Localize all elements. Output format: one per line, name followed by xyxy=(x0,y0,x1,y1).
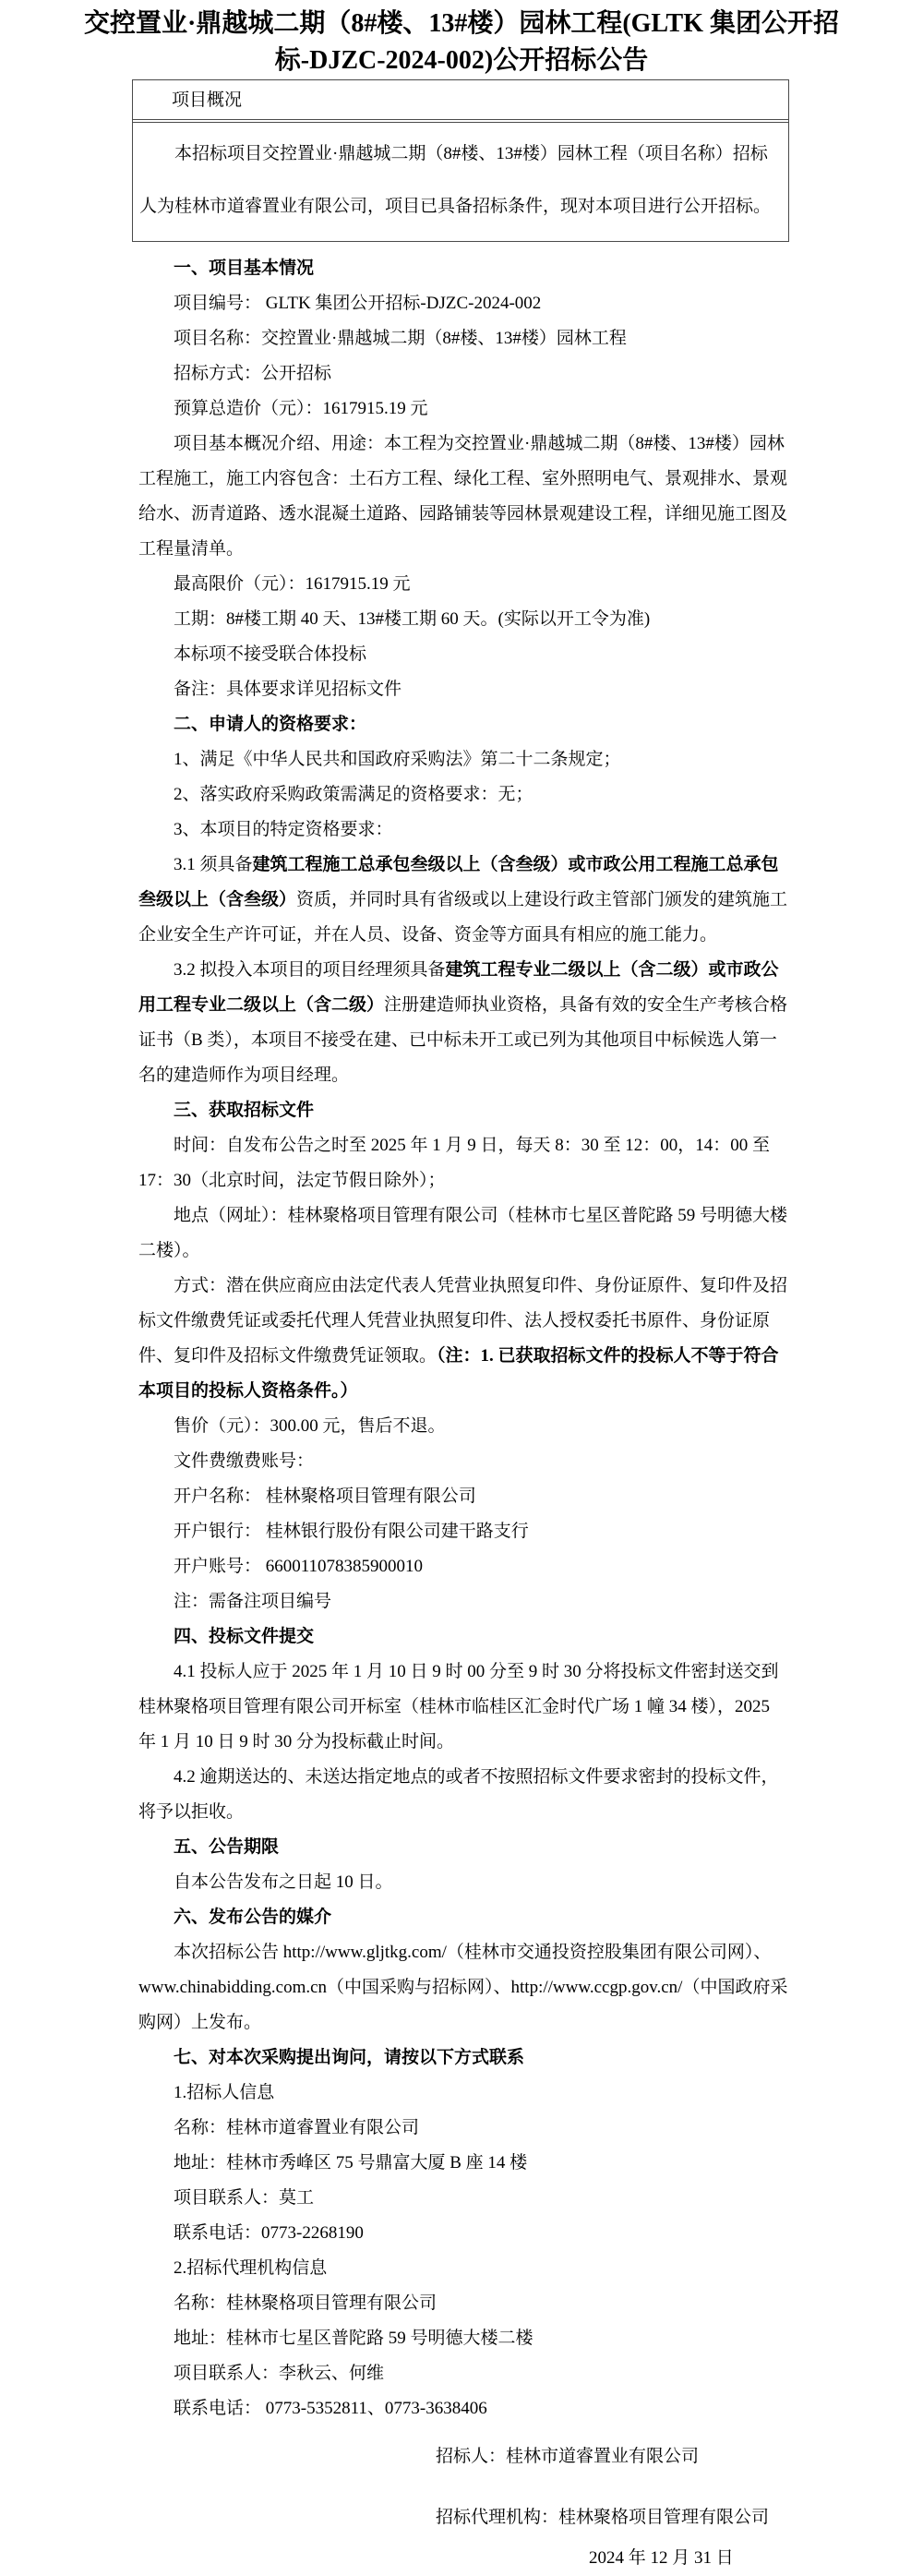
announcement-date: 2024 年 12 月 31 日 xyxy=(589,2548,734,2568)
tender-announcement-document xyxy=(0,6,923,2568)
paragraph: 工期：8#楼工期 40 天、13#楼工期 60 天。(实际以开工令为准) xyxy=(174,609,651,629)
paragraph: 最高限价（元）：1617915.19 元 xyxy=(174,574,411,594)
paragraph: 3.1 须具备建筑工程施工总承包叁级以上（含叁级）或市政公用工程施工总承包叁级以上（含叁级）资质，并同时具有省级或以上建设行政主管部门颁发的建筑施工企业安全生产许可证，并在人员、设备、资金等方面具有相应的施工能力。 xyxy=(138,855,788,945)
paragraph: 时间：自发布公告之时至 2025 年 1 月 9 日，每天 8：30 至 12：00，14：00 至 17：30（北京时间，法定节假日除外）； xyxy=(138,1136,771,1190)
project-overview-text: 本招标项目交控置业·鼎越城二期（8#楼、13#楼）园林工程（项目名称）招标人为桂林市道睿置业有限公司，项目已具备招标条件，现对本项目进行公开招标。 xyxy=(139,144,772,216)
paragraph: 地址：桂林市七星区普陀路 59 号明德大楼二楼 xyxy=(174,2329,533,2348)
paragraph: 4.1 投标人应于 2025 年 1 月 10 日 9 时 00 分至 9 时 30 分将投标文件密封送交到桂林聚格项目管理有限公司开标室（桂林市临桂区汇金时代广场 1 幢 34 楼），2025 年 1 月 10 日 9 时 30 分为投标截止时间。 xyxy=(138,1662,779,1751)
section-heading: 五、公告期限 xyxy=(174,1837,280,1857)
paragraph: 名称：桂林聚格项目管理有限公司 xyxy=(174,2293,438,2313)
paragraph: 名称：桂林市道睿置业有限公司 xyxy=(174,2118,420,2137)
section-heading: 一、项目基本情况 xyxy=(174,259,315,278)
paragraph: 方式：潜在供应商应由法定代表人凭营业执照复印件、身份证原件、复印件及招标文件缴费凭证或委托代理人凭营业执照复印件、法人授权委托书原件、身份证原件、复印件及招标文件缴费凭证领取。（注：1. 已获取招标文件的投标人不等于符合本项目的投标人资格条件。） xyxy=(138,1276,788,1401)
paragraph: 备注：具体要求详见招标文件 xyxy=(174,680,402,699)
section-heading: 四、投标文件提交 xyxy=(174,1627,315,1646)
paragraph: 项目编号： GLTK 集团公开招标-DJZC-2024-002 xyxy=(174,294,542,313)
section-heading: 七、对本次采购提出询问，请按以下方式联系 xyxy=(174,2048,525,2067)
page-title: 交控置业·鼎越城二期（8#楼、13#楼）园林工程(GLTK 集团公开招标-DJZC-2024-002)公开招标公告 xyxy=(83,9,839,75)
paragraph: 2、落实政府采购政策需满足的资格要求：无； xyxy=(174,785,533,804)
paragraph: 4.2 逾期送达的、未送达指定地点的或者不按照招标文件要求密封的投标文件，将予以拒收。 xyxy=(138,1767,779,1822)
paragraph: 开户账号： 660011078385900010 xyxy=(174,1557,424,1576)
bidder-signature-line: 招标人：桂林市道睿置业有限公司 xyxy=(436,2447,700,2466)
paragraph: 联系电话： 0773-5352811、0773-3638406 xyxy=(174,2399,487,2418)
paragraph: 开户名称： 桂林聚格项目管理有限公司 xyxy=(174,1487,476,1506)
paragraph: 地址：桂林市秀峰区 75 号鼎富大厦 B 座 14 楼 xyxy=(174,2153,528,2173)
section-heading: 六、发布公告的媒介 xyxy=(174,1908,332,1927)
signature-block xyxy=(138,2439,788,2576)
section-heading: 二、申请人的资格要求： xyxy=(174,715,367,734)
paragraph: 开户银行： 桂林银行股份有限公司建干路支行 xyxy=(174,1522,529,1541)
paragraph: 本标项不接受联合体投标 xyxy=(174,644,367,664)
paragraph: 自本公告发布之日起 10 日。 xyxy=(174,1872,393,1892)
paragraph: 联系电话：0773-2268190 xyxy=(174,2223,364,2243)
paragraph: 2.招标代理机构信息 xyxy=(174,2258,328,2278)
paragraph: 文件费缴费账号： xyxy=(174,1451,315,1471)
paragraph: 预算总造价（元）：1617915.19 元 xyxy=(174,399,428,418)
paragraph: 项目基本概况介绍、用途：本工程为交控置业·鼎越城二期（8#楼、13#楼）园林工程施工，施工内容包含：土石方工程、绿化工程、室外照明电气、景观排水、景观给水、沥青道路、透水混凝土道路、园路铺装等园林景观建设工程，详细见施工图及工程量清单。 xyxy=(138,434,788,559)
project-overview-body xyxy=(133,123,788,241)
project-overview-header: 项目概况 xyxy=(133,80,788,123)
project-overview-box xyxy=(132,79,789,242)
paragraph: 项目联系人：李秋云、何维 xyxy=(174,2364,385,2383)
paragraph: 项目联系人：莫工 xyxy=(174,2188,315,2208)
paragraph: 本次招标公告 http://www.gljtkg.com/（桂林市交通投资控股集团有限公司网）、www.chinabidding.com.cn（中国采购与招标网）、http://www.ccgp.gov.cn/（中国政府采购网）上发布。 xyxy=(138,1943,788,2032)
paragraph: 项目名称：交控置业·鼎越城二期（8#楼、13#楼）园林工程 xyxy=(174,329,627,348)
section-heading: 三、获取招标文件 xyxy=(174,1101,315,1120)
paragraph: 招标方式：公开招标 xyxy=(174,364,332,383)
paragraph: 地点（网址）：桂林聚格项目管理有限公司（桂林市七星区普陀路 59 号明德大楼二楼）。 xyxy=(138,1206,788,1260)
document-body xyxy=(138,251,788,2426)
paragraph: 售价（元）：300.00 元，售后不退。 xyxy=(174,1416,446,1436)
paragraph: 3、本项目的特定资格要求： xyxy=(174,820,393,839)
agency-signature-line: 招标代理机构：桂林聚格项目管理有限公司 xyxy=(436,2508,770,2527)
paragraph: 1、满足《中华人民共和国政府采购法》第二十二条规定； xyxy=(174,750,621,769)
paragraph: 1.招标人信息 xyxy=(174,2083,275,2102)
paragraph: 注：需备注项目编号 xyxy=(174,1592,332,1611)
paragraph: 3.2 拟投入本项目的项目经理须具备建筑工程专业二级以上（含二级）或市政公用工程专业二级以上（含二级）注册建造师执业资格，具备有效的安全生产考核合格证书（B 类），本项目不接受在建、已中标未开工或已列为其他项目中标候选人第一名的建造师作为项目经理。 xyxy=(138,960,788,1085)
